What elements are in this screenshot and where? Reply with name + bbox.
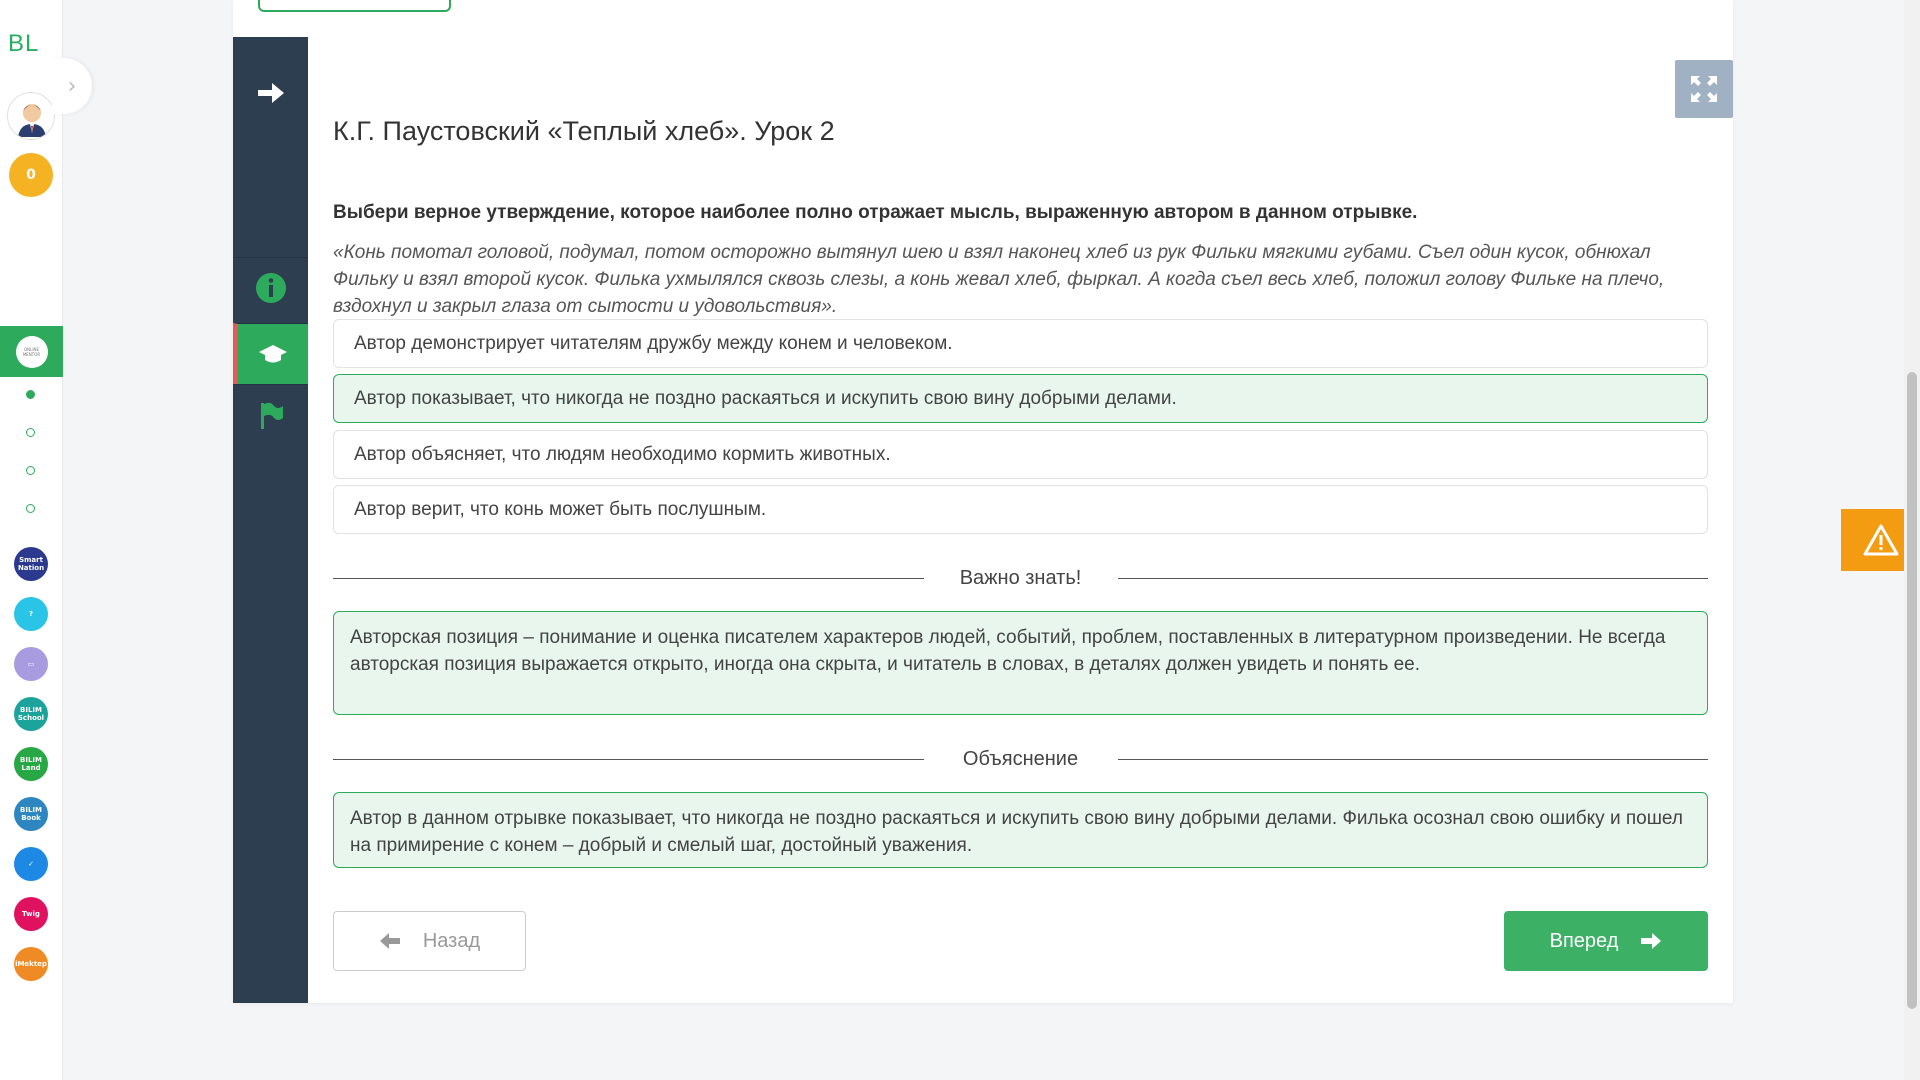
explanation-heading: Объяснение: [962, 747, 1079, 770]
twig-icon[interactable]: Twig: [14, 897, 48, 931]
sidebar-toggle[interactable]: [233, 67, 308, 119]
rail-expand-button[interactable]: [52, 58, 92, 114]
sidebar-item-info[interactable]: [233, 257, 308, 318]
sidebar-item-finish[interactable]: [233, 384, 308, 445]
arrow-left-icon: [379, 931, 401, 951]
explanation-divider: [333, 744, 1708, 774]
rail-dot-4[interactable]: [26, 504, 35, 513]
flag-icon: [257, 400, 285, 430]
screen-icon[interactable]: ▭: [14, 647, 48, 681]
divider-line: [1118, 759, 1709, 760]
answer-option-3[interactable]: [333, 430, 1708, 479]
explanation-text: Автор в данном отрывке показывает, что никогда не поздно раскаяться и искупить свою вину добрыми делами. Филька осознал свою ошибку и пошел на примирение с конем – добрый и смелый шаг, достойный уважения.: [350, 808, 1683, 856]
coin-counter[interactable]: 0: [9, 153, 53, 197]
logo[interactable]: BL: [8, 30, 40, 57]
divider-line: [333, 759, 924, 760]
answer-option-label: Автор объясняет, что людям необходимо кормить животных.: [354, 443, 891, 465]
rail-dot-1[interactable]: [26, 390, 35, 399]
quote-text: «Конь помотал головой, подумал, потом осторожно вытянул шею и взял наконец хлеб из рук Фильки мягкими губами. Съел один кусок, обнюхал Фильку и взял второй кусок. Филька ухмылялся сквозь слезы, а конь жевал хлеб, фыркал. А когда съел весь хлеб, положил голову Фильке на плечо, вздохнул и закрыл глаза от сытости и удовольствия».: [333, 242, 1665, 317]
next-button[interactable]: [1504, 911, 1708, 971]
chevron-right-icon: ›: [67, 73, 77, 99]
answer-option-2[interactable]: [333, 374, 1708, 423]
answer-option-label: Автор верит, что конь может быть послушным.: [354, 498, 767, 520]
answer-option-label: Автор показывает, что никогда не поздно раскаяться и искупить свою вину добрыми делами.: [354, 387, 1177, 409]
avatar[interactable]: [7, 92, 55, 140]
graduation-cap-icon: [258, 343, 288, 365]
warning-icon: [1863, 524, 1899, 556]
rail-item-online-mentor[interactable]: [0, 326, 63, 377]
important-text: Авторская позиция – понимание и оценка писателем характеров людей, событий, проблем, поставленных в литературном произведении. Не всегда авторская позиция выражается открыто, иногда она скрыта, и читатель в словах, в деталях должен увидеть и понять ее.: [350, 627, 1666, 675]
expand-icon: [1689, 74, 1719, 104]
left-rail: [0, 0, 63, 1080]
arrow-right-icon: [256, 80, 286, 106]
ideas-icon[interactable]: iMektep: [14, 947, 48, 981]
important-box: [333, 611, 1708, 715]
back-button[interactable]: [333, 911, 526, 971]
next-button-label: Вперед: [1549, 929, 1619, 952]
answer-option-label: Автор демонстрирует читателям дружбу между конем и человеком.: [354, 332, 953, 354]
smart-nation-icon[interactable]: Smart Nation: [14, 547, 48, 581]
info-icon: [255, 272, 287, 304]
divider-line: [333, 578, 924, 579]
important-divider: [333, 563, 1708, 593]
arrow-right-icon: [1640, 931, 1662, 951]
page-scrollbar[interactable]: [1904, 0, 1920, 1080]
help-icon[interactable]: ?: [14, 597, 48, 631]
bilim-land-icon[interactable]: BILIM Land: [14, 747, 48, 781]
answer-option-1[interactable]: [333, 319, 1708, 368]
online-mentor-icon: ONLINE MENTOR: [16, 336, 48, 368]
back-button-label: Назад: [422, 929, 481, 952]
explanation-box: [333, 792, 1708, 868]
bilim-book-icon[interactable]: BILIM Book: [14, 797, 48, 831]
divider-line: [1118, 578, 1709, 579]
lesson-title: К.Г. Паустовский «Теплый хлеб». Урок 2: [333, 116, 835, 146]
lesson-sidebar: [233, 37, 308, 1003]
scrollbar-thumb[interactable]: [1907, 372, 1917, 1009]
bilim-school-icon[interactable]: BILIM School: [14, 697, 48, 731]
question-text: Выбери верное утверждение, которое наиболее полно отражает мысль, выраженную автором в данном отрывке.: [333, 202, 1418, 223]
important-heading: Важно знать!: [959, 566, 1082, 589]
top-tab[interactable]: [258, 0, 451, 12]
sidebar-item-lesson[interactable]: [233, 323, 308, 384]
fullscreen-button[interactable]: [1675, 60, 1733, 118]
rail-dot-3[interactable]: [26, 466, 35, 475]
test-icon[interactable]: ✓: [14, 847, 48, 881]
answer-option-4[interactable]: [333, 485, 1708, 534]
rail-dot-2[interactable]: [26, 428, 35, 437]
